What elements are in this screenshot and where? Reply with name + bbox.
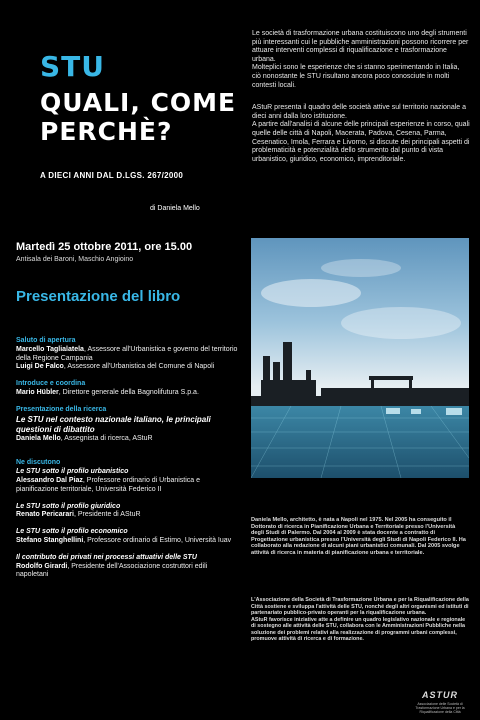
title-stu: STU [40, 50, 106, 83]
intro-paragraph: Molteplici sono le esperienze che si stanno sperimentando in Italia, ciò nonostante le STU risultano ancora poco conosciute in molti contesti locali. [252, 64, 460, 89]
association-paragraph: AStuR favorisce iniziative atte a definire un quadro legislativo nazionale e regionale di sostegno alle attività delle STU, collabora con le Amministrazioni Pubbliche nella soluzione dei problemi relativi alla realizzazione di programmi urbani complessi, promuove attività di ricerca e di formazione. [251, 616, 466, 642]
program [16, 337, 241, 588]
association-paragraph: L'Associazione della Società di Trasformazione Urbana e per la Riqualificazione della Città sostiene e sviluppa l'attività delle STU, nonché degli altri organismi ed istituti di partenariato pubblico-privato operanti per la riqualificazione urbana. [251, 597, 469, 616]
association-text [251, 597, 469, 643]
section-title: Saluto di apertura [16, 337, 76, 344]
industrial-site-photo [251, 238, 469, 478]
section-title: Ne discutono [16, 459, 61, 467]
speaker: Marcello Taglialatela, Assessore all'Urbanistica e governo del territorio della Regione Campania [16, 345, 238, 362]
talk-topic: Le STU sotto il profilo urbanistico [16, 468, 129, 476]
intro-paragraph: Le società di trasformazione urbana costituiscono uno degli strumenti più interessanti cui le pubbliche amministrazioni possono ricorrere per attuare interventi complessi di riqualificazione e trasformazione urbana. [252, 30, 469, 63]
section-title: Presentazione della ricerca [16, 405, 107, 413]
speaker: Alessandro Dal Piaz, Professore ordinario di Urbanistica e pianificazione territoriale, Università Federico II [16, 476, 201, 493]
title-line-2: PERCHÈ? [40, 117, 173, 146]
program-section [16, 459, 241, 494]
subtitle: A DIECI ANNI DAL D.LGS. 267/2000 [40, 171, 184, 180]
title-line-1: QUALI, COME [40, 88, 237, 117]
astur-logo: ASTUR [422, 690, 458, 700]
speaker: Mario Hübler, Direttore generale della Bagnolifutura S.p.a. [16, 388, 199, 396]
section-title: Introduce e coordina [16, 380, 86, 388]
author-bio: Daniela Mello, architetto, è nata a Napoli nel 1975. Nel 2005 ha conseguito il Dottorato di ricerca in Pianificazione Urbana e Territoriale presso l'Università degli Studi di Palermo. Dal 2004 al 2009 è stata docente a contratto di Progettazione urbanistica presso l'Università degli Studi di Napoli Federico II. Ha collaborato alla redazione di alcuni piani urbanistici comunali. Dal 2005 svolge attività di ricerca in materia di pianificazione urbana e territoriale. [251, 517, 466, 556]
event-date: Martedì 25 ottobre 2011, ore 15.00 [16, 241, 193, 253]
author: di Daniela Mello [150, 205, 200, 212]
talk-topic: Il contributo dei privati nei processi attuativi delle STU [16, 553, 197, 561]
presentation-heading: Presentazione del libro [16, 288, 181, 305]
program-section [16, 554, 241, 580]
intro-paragraph: A partire dall'analisi di alcune delle principali esperienze in corso, quali quelle delle città di Napoli, Macerata, Padova, Cesena, Parma, Cesenatico, Imola, Ferrara e Livorno, si discute dei principali aspetti di problematicità e potenzialità dello strumento dal punto di vista urbanistico, giuridico, economico, imprenditoriale. [252, 121, 470, 163]
program-section [16, 337, 241, 372]
main-title [40, 88, 250, 146]
speaker: Renato Pericarari, Presidente di AStuR [16, 511, 141, 519]
speaker: Luigi De Falco, Assessore all'Urbanistica del Comune di Napoli [16, 363, 215, 371]
talk-topic: Le STU sotto il profilo giuridico [16, 502, 121, 510]
talk-topic: Le STU sotto il profilo economico [16, 528, 128, 536]
intro-text [252, 30, 470, 164]
program-section [16, 528, 241, 546]
speaker: Daniela Mello, Assegnista di ricerca, AStuR [16, 434, 153, 442]
intro-paragraph: AStuR presenta il quadro delle società attive sul territorio nazionale a dieci anni dalla loro istituzione. [252, 104, 467, 120]
speaker: Stefano Stanghellini, Professore ordinario di Estimo, Università Iuav [16, 536, 232, 544]
talk-topic: Le STU nel contesto nazionale italiano, le principali questioni di dibattito [16, 414, 211, 434]
astur-logo-tagline: Associazione delle Società di Trasformazione Urbana e per la Riqualificazione della Città [415, 702, 465, 714]
program-section [16, 503, 241, 521]
program-section [16, 380, 241, 398]
event-venue: Antisala dei Baroni, Maschio Angioino [16, 256, 134, 263]
speaker: Rodolfo Girardi, Presidente dell'Associazione costruttori edili napoletani [16, 562, 208, 579]
program-section [16, 406, 241, 444]
